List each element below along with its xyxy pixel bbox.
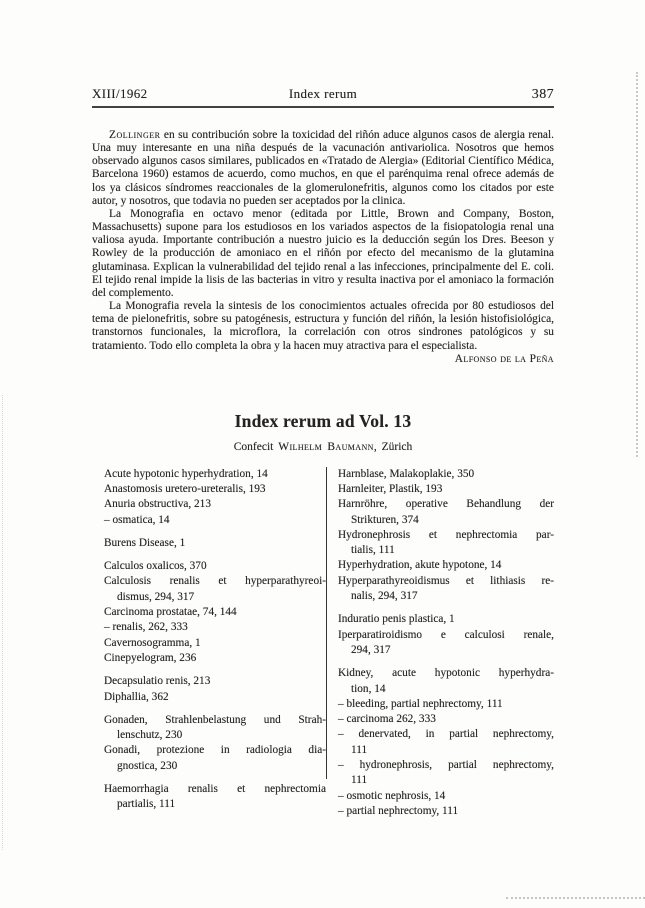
index-entry [104,605,326,620]
index-entry-line: dismus, 294, 317 [117,590,195,603]
scan-artifact-bottom-edge [506,897,645,899]
index-entry-line: Harnleiter, Plastik, 193 [338,482,443,495]
index-entry-line: Acute hypotonic hyperhydration, 14 [104,467,268,480]
index-entry-line: gnostica, 230 [117,759,178,772]
index-entry-line: tialis, 111 [351,544,395,557]
index-group [104,467,326,528]
index-entry-line: Kidney, acute hypotonic hyperhydra- [338,667,554,680]
index-entry [104,497,326,512]
volume-year-label: XIII/1962 [92,86,148,101]
author-name-smallcaps: Zollinger [109,129,161,141]
index-entry [338,628,554,659]
index-entry-line: – osmotic nephrosis, 14 [338,789,446,802]
index-entry-line: – partial nephrectomy, 111 [338,804,459,817]
page-number: 387 [531,87,554,102]
index-entry-line: Harnblase, Malakoplakie, 350 [338,467,475,480]
index-entry-line: – osmatica, 14 [104,513,170,526]
index-entry-line: Hyperparathyreoidismus et lithiasis re- [338,574,554,587]
index-entry [338,804,554,819]
index-entry-line: Induratio penis plastica, 1 [338,613,455,626]
index-columns [92,467,554,820]
index-entry [338,758,554,789]
index-entry-line: Harnröhre, operative Behandlung der [338,498,554,511]
reviewer-signature: Alfonso de la Peña [454,352,554,365]
index-entry-line: – denervated, in partial nephrectomy, [338,728,554,741]
index-entry-line: – carcinoma 262, 333 [338,713,436,726]
index-entry-line: 111 [351,743,368,756]
index-group [104,713,326,774]
index-group [338,467,554,605]
index-entry [338,727,554,758]
index-entry [104,690,326,705]
scan-artifact-left-edge [2,395,3,850]
index-entry-line: partialis, 111 [117,798,176,811]
index-entry-line: Haemorrhagia renalis et nephrectomia [104,783,326,795]
index-entry [104,559,326,574]
index-entry [338,697,554,712]
index-entry [104,574,326,605]
index-entry [104,636,326,651]
index-entry [338,528,554,559]
index-entry [104,482,326,497]
index-entry [338,497,554,528]
index-entry-line: Anuria obstructiva, 213 [104,498,211,511]
review-paragraph-text: en su contribución sobre la toxicidad del riñón aduce algunos casos de alergia renal. Una muy interesante en una niña después de la vacunación antivariolica. Nosotros que hemos observado algunos casos similares, publicados en «Tratado de Alergia» (Editorial Científico Médica, Barcelona 1960) estamos de acuerdo, como muchos, en que el parénquima renal ofrece además de los ya clásicos síndromes reaccionales de la glomerulonefritis, algunos como los citados por este autor, y nosotros, que todavia no pueden ser aceptados por la clinica. [92,129,554,207]
review-paragraph [92,300,554,365]
index-subtitle [92,441,554,453]
index-entry [338,467,554,482]
index-entry-line: Cavernosogramma, 1 [104,636,201,649]
review-paragraph: La Monografia en octavo menor (editada por Little, Brown and Company, Boston, Massachusetts) supone para los estudiosos en los variados aspectos de la fisiopatologia renal una valiosa ayuda. Importante contribución a nuestro juicio es la deducción según los Dres. Beeson y Rowley de la producción de amoniaco en el riñón por efecto del mecanismo de la glutamina glutaminasa. Explican la vulnerabilidad del tejido renal a las infecciones, principalmente del E. coli. El tejido renal impide la lisis de las bacterias in vitro y resulta inactiva por el amoniaco la formación del complemento. [92,207,554,299]
index-entry [338,789,554,804]
index-entry-line: lenschutz, 230 [117,729,183,742]
index-group [338,612,554,658]
running-title: Index rerum [288,86,358,101]
review-paragraph-text: La Monografia revela la sintesis de los conocimientos actuales ofrecida por 80 estudiosos del tema de pielonefritis, sobre su patogénesis, estructura y función del riñón, la lesión histofisiológica, transtornos funcionales, la microflora, la correlación con otros sindrones patológicos y su tratamiento. Todo ello completa la obra y la hacen muy atractiva para el especialista. [92,300,554,352]
index-entry [104,536,326,551]
index-entry-line: Anastomosis uretero-ureteralis, 193 [104,482,266,495]
index-entry-line: tion, 14 [351,682,386,695]
index-entry [338,558,554,573]
index-entry-line: Cinepyelogram, 236 [104,651,197,664]
index-group [104,674,326,705]
index-entry [104,620,326,635]
review-paragraph [92,129,554,208]
index-group [338,666,554,819]
index-entry-line: Hyperhydration, akute hypotone, 14 [338,559,502,572]
header-rule [92,106,554,108]
index-entry-line: nalis, 294, 317 [351,590,418,603]
index-entry-line: Decapsulatio renis, 213 [104,675,211,688]
index-entry-line: – bleeding, partial nephrectomy, 111 [338,697,503,710]
index-group [104,782,326,813]
index-entry-line: Strikturen, 374 [351,513,419,526]
index-entry-line: Hydronephrosis et nephrectomia par- [338,528,554,541]
running-header [92,86,554,103]
index-column-right [327,467,554,820]
index-entry [104,651,326,666]
index-entry [104,513,326,528]
index-entry [338,574,554,605]
index-subtitle-post: , Zürich [373,440,413,453]
index-entry-line: 294, 317 [351,643,391,656]
review-section [92,129,554,365]
index-column-left [92,467,326,813]
index-entry-line: Gonaden, Strahlenbelastung und Strah- [104,713,326,726]
index-entry [338,666,554,697]
index-entry-line: – renalis, 262, 333 [104,621,188,634]
index-entry [104,674,326,689]
index-group [104,559,326,666]
index-entry [104,743,326,774]
index-entry [338,712,554,727]
index-entry-line: 111 [351,774,368,787]
index-entry-line: – hydronephrosis, partial nephrectomy, [338,759,554,771]
index-subtitle-pre: Confecit [233,440,279,453]
index-entry-line: Gonadi, protezione in radiologia dia- [104,744,326,757]
index-entry [104,782,326,813]
index-entry [338,482,554,497]
index-entry-line: Burens Disease, 1 [104,536,186,549]
index-entry-line: Calculos oxalicos, 370 [104,560,207,573]
index-entry [338,612,554,627]
index-entry-line: Carcinoma prostatae, 74, 144 [104,606,237,619]
index-title: Index rerum ad Vol. 13 [234,410,412,431]
index-entry-line: Calculosis renalis et hyperparathyreoi- [104,575,326,588]
page-content [92,86,554,819]
index-compiler-name: Wilhelm Baumann [278,440,374,453]
index-entry [104,713,326,744]
index-group [104,536,326,551]
index-entry-line: Diphallia, 362 [104,690,169,703]
scan-artifact-right-edge [636,72,638,457]
index-entry [104,467,326,482]
index-entry-line: Iperparatiroidismo e calculosi renale, [338,628,554,641]
